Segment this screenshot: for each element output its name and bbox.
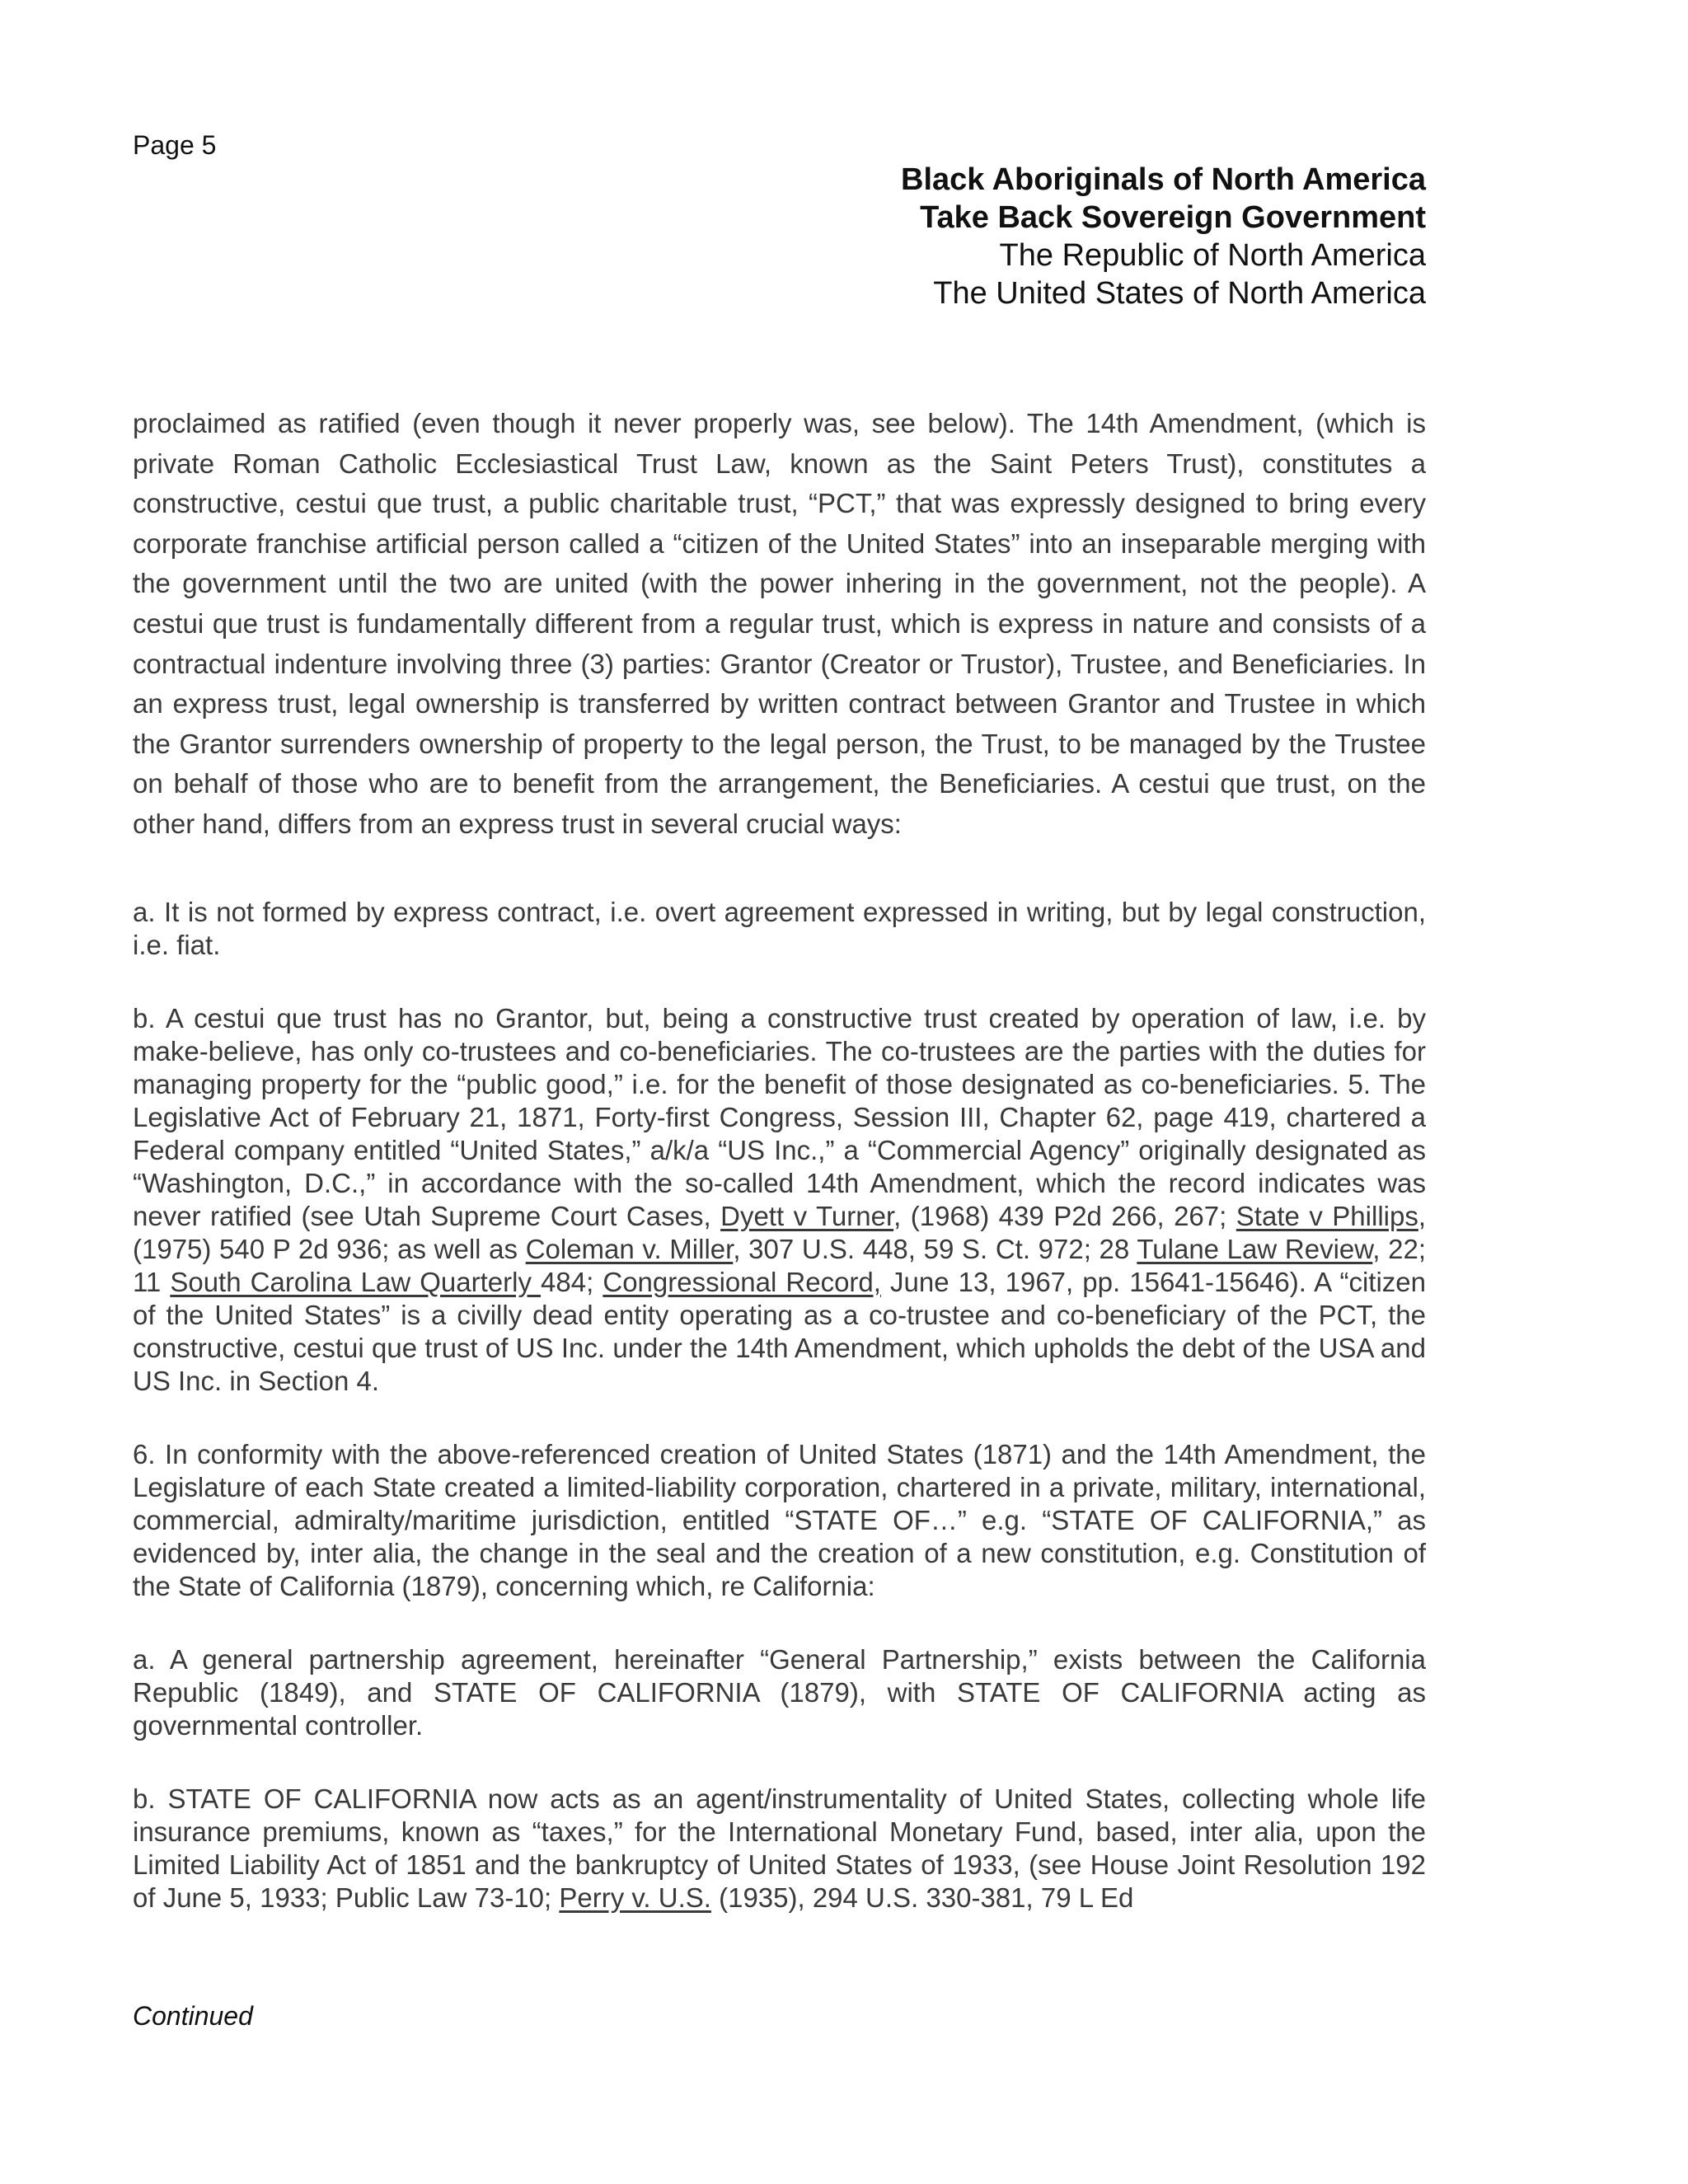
header-subtitle-line-1: The Republic of North America [999,238,1426,273]
header-title-line-2: Take Back Sovereign Government [920,200,1426,235]
case-citation-coleman-v-miller: Coleman v. Miller [525,1233,734,1264]
paragraph-point-b-state-agent [133,1783,1426,1915]
header-subtitle-line-2: The United States of North America [933,276,1426,311]
text-segment: b. A cestui que trust has no Grantor, but, being a constructive trust created by operation of law, i.e. by make-believe, has only co-trustees and co-beneficiaries. The co-trustees are the parties with the duties for managing property for the “public good,” i.e. for the benefit of those designated as co-beneficiaries. 5. The Legislative Act of February 21, 1871, Forty-first Congress, Session III, Chapter 62, page 419, chartered a Federal company entitled “United States,” a/k/a “US Inc.,” a “Commercial Agency” originally designated as “Washington, D.C.,” in accordance with the so-called 14th Amendment, which the record indicates was never ratified (see Utah Supreme Court Cases, [133,1002,1426,1231]
text-segment: , (1975) 540 P 2d 936; as well as [133,1200,1427,1264]
paragraph-point-b-no-grantor [133,1002,1426,1398]
text-segment: June 13, 1967, pp. 15641-15646). A “citizen of the United States” is a civilly dead entity operating as a co-trustee and co-beneficiary of the PCT, the constructive, cestui que trust of US Inc. under the 14th Amendment, which upholds the debt of the USA and US Inc. in Section 4. [133,1266,1426,1396]
case-citation-dyett-v-turner: Dyett v Turner [720,1200,894,1231]
header-title-line-1: Black Aboriginals of North America [901,162,1426,197]
paragraph-point-a-formation: a. It is not formed by express contract, i.e. overt agreement expressed in writing, but by legal construction, i.e. fiat. [133,896,1426,960]
citation-tulane-law-review: Tulane Law Review [1137,1233,1373,1264]
text-segment: b. STATE OF CALIFORNIA now acts as an agent/instrumentality of United States, collecting whole life insurance premiums, known as “taxes,” for the International Monetary Fund, based, inter alia, upon the Limited Liability Act of 1851 and the bankruptcy of United States of 1933, (see House Joint Resolution 192 of June 5, 1933; Public Law 73-10; [133,1783,1426,1913]
paragraph-cestui-que-trust-intro: proclaimed as ratified (even though it never properly was, see below). The 14th Amendment, (which is private Roman Catholic Ecclesiastical Trust Law, known as the Saint Peters Trust), constitutes a constructive, cestui que trust, a public charitable trust, “PCT,” that was expressly designed to bring every corporate franchise artificial person called a “citizen of the United States” into an inseparable merging with the government until the two are united (with the power inhering in the government, not the people). A cestui que trust is fundamentally different from a regular trust, which is express in nature and consists of a contractual indenture involving three (3) parties: Grantor (Creator or Trustor), Trustee, and Beneficiaries. In an express trust, legal ownership is transferred by written contract between Grantor and Trustee in which the Grantor surrenders ownership of property to the legal person, the Trust, to be managed by the Trustee on behalf of those who are to benefit from the arrangement, the Beneficiaries. A cestui que trust, on the other hand, differs from an express trust in several crucial ways: [133,408,1426,839]
case-citation-perry-v-us: Perry v. U.S. [559,1882,711,1913]
citation-south-carolina-law-quarterly: South Carolina Law Quarterly [170,1266,542,1297]
text-segment: , (1968) 439 P2d 266, 267; [893,1200,1236,1231]
document-body [133,404,1426,1915]
paragraph-section-6-state-corporations: 6. In conformity with the above-referenced creation of United States (1871) and the 14th Amendment, the Legislature of each State created a limited-liability corporation, chartered in a private, military, international, commercial, admiralty/maritime jurisdiction, entitled “STATE OF…” e.g. “STATE OF CALIFORNIA,” as evidenced by, inter alia, the change in the seal and the creation of a new constitution, e.g. Constitution of the State of California (1879), concerning which, re California: [133,1438,1426,1601]
text-segment: , 307 U.S. 448, 59 S. Ct. 972; 28 [733,1233,1137,1264]
document-header [901,161,1426,312]
continued-label: Continued [133,2001,253,2031]
text-segment: , 22; 11 [133,1233,1426,1297]
paragraph-point-a-general-partnership: a. A general partnership agreement, hereinafter “General Partnership,” exists between the California Republic (1849), and STATE OF CALIFORNIA (1879), with STATE OF CALIFORNIA acting as governmental controller. [133,1643,1426,1741]
page-number: Page 5 [133,130,217,160]
citation-congressional-record: Congressional Record, [603,1266,881,1297]
case-citation-state-v-phillips: State v Phillips [1236,1200,1418,1231]
text-segment: (1935), 294 U.S. 330-381, 79 L Ed [710,1882,1134,1913]
text-segment: 484; [541,1266,603,1297]
